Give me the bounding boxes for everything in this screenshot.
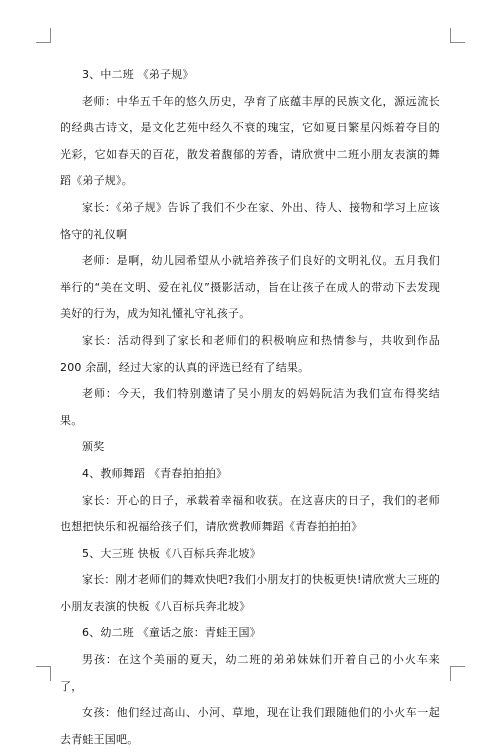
crop-mark-bottom-left <box>36 666 51 681</box>
award-ceremony-line: 颁奖 <box>82 440 105 454</box>
parent-line: 家长：《弟子规》告诉了我们不少在家、外出、待人、接物和学习上应该恪守的礼仪啊 <box>60 200 440 241</box>
crop-mark-top-right <box>450 28 465 43</box>
crop-mark-top-left <box>36 28 51 43</box>
boy-line: 男孩：在这个美丽的夏天，幼二班的弟弟妹妹们开着自己的小火车来了， <box>60 653 440 693</box>
teacher-line: 老师：是啊，幼儿园希望从小就培养孩子们良好的文明礼仪。五月我们举行的“美在文明、爱在礼仪”摄影活动，旨在让孩子在成人的带动下去发现美好的行为，成为知礼懂礼守礼孩子。 <box>60 254 440 321</box>
crop-mark-bottom-right <box>450 666 465 681</box>
parent-line: 家长：开心的日子，承载着幸福和收获。在这喜庆的日子，我们的老师也想把快乐和祝福给孩子们，请欣赏教师舞蹈《青春拍拍拍》 <box>60 493 440 534</box>
document-body <box>60 62 440 753</box>
parent-line: 家长：活动得到了家长和老师们的积极响应和热情参与，共收到作品 200 余副，经过大家的认真的评选已经有了结果。 <box>60 333 440 374</box>
teacher-line: 老师：今天，我们特别邀请了吴小朋友的妈妈阮洁为我们宣布得奖结果。 <box>60 387 440 427</box>
program-heading-4: 4、教师舞蹈 《青春拍拍拍》 <box>82 466 228 480</box>
girl-line: 女孩：他们经过高山、小河、草地，现在让我们跟随他们的小火车一起去青蛙王国吧。 <box>60 706 440 746</box>
program-heading-5: 5、大三班 快板《八百标兵奔北坡》 <box>82 546 261 560</box>
teacher-line: 老师：中华五千年的悠久历史，孕育了底蕴丰厚的民族文化，源远流长的经典古诗文，是文化艺苑中经久不衰的瑰宝，它如夏日繁星闪烁着夺目的光彩，它如春天的百花，散发着馥郁的芳香，请欣赏中二班小朋友表演的舞蹈《弟子规》。 <box>60 94 440 188</box>
program-heading-6: 6、幼二班 《童话之旅：青蛙王国》 <box>82 626 261 640</box>
program-heading-3: 3、中二班 《弟子规》 <box>82 68 194 81</box>
parent-line: 家长：刚才老师们的舞欢快吧?我们小朋友打的快板更快!请欣赏大三班的小朋友表演的快板《八百标兵奔北坡》 <box>60 573 440 613</box>
